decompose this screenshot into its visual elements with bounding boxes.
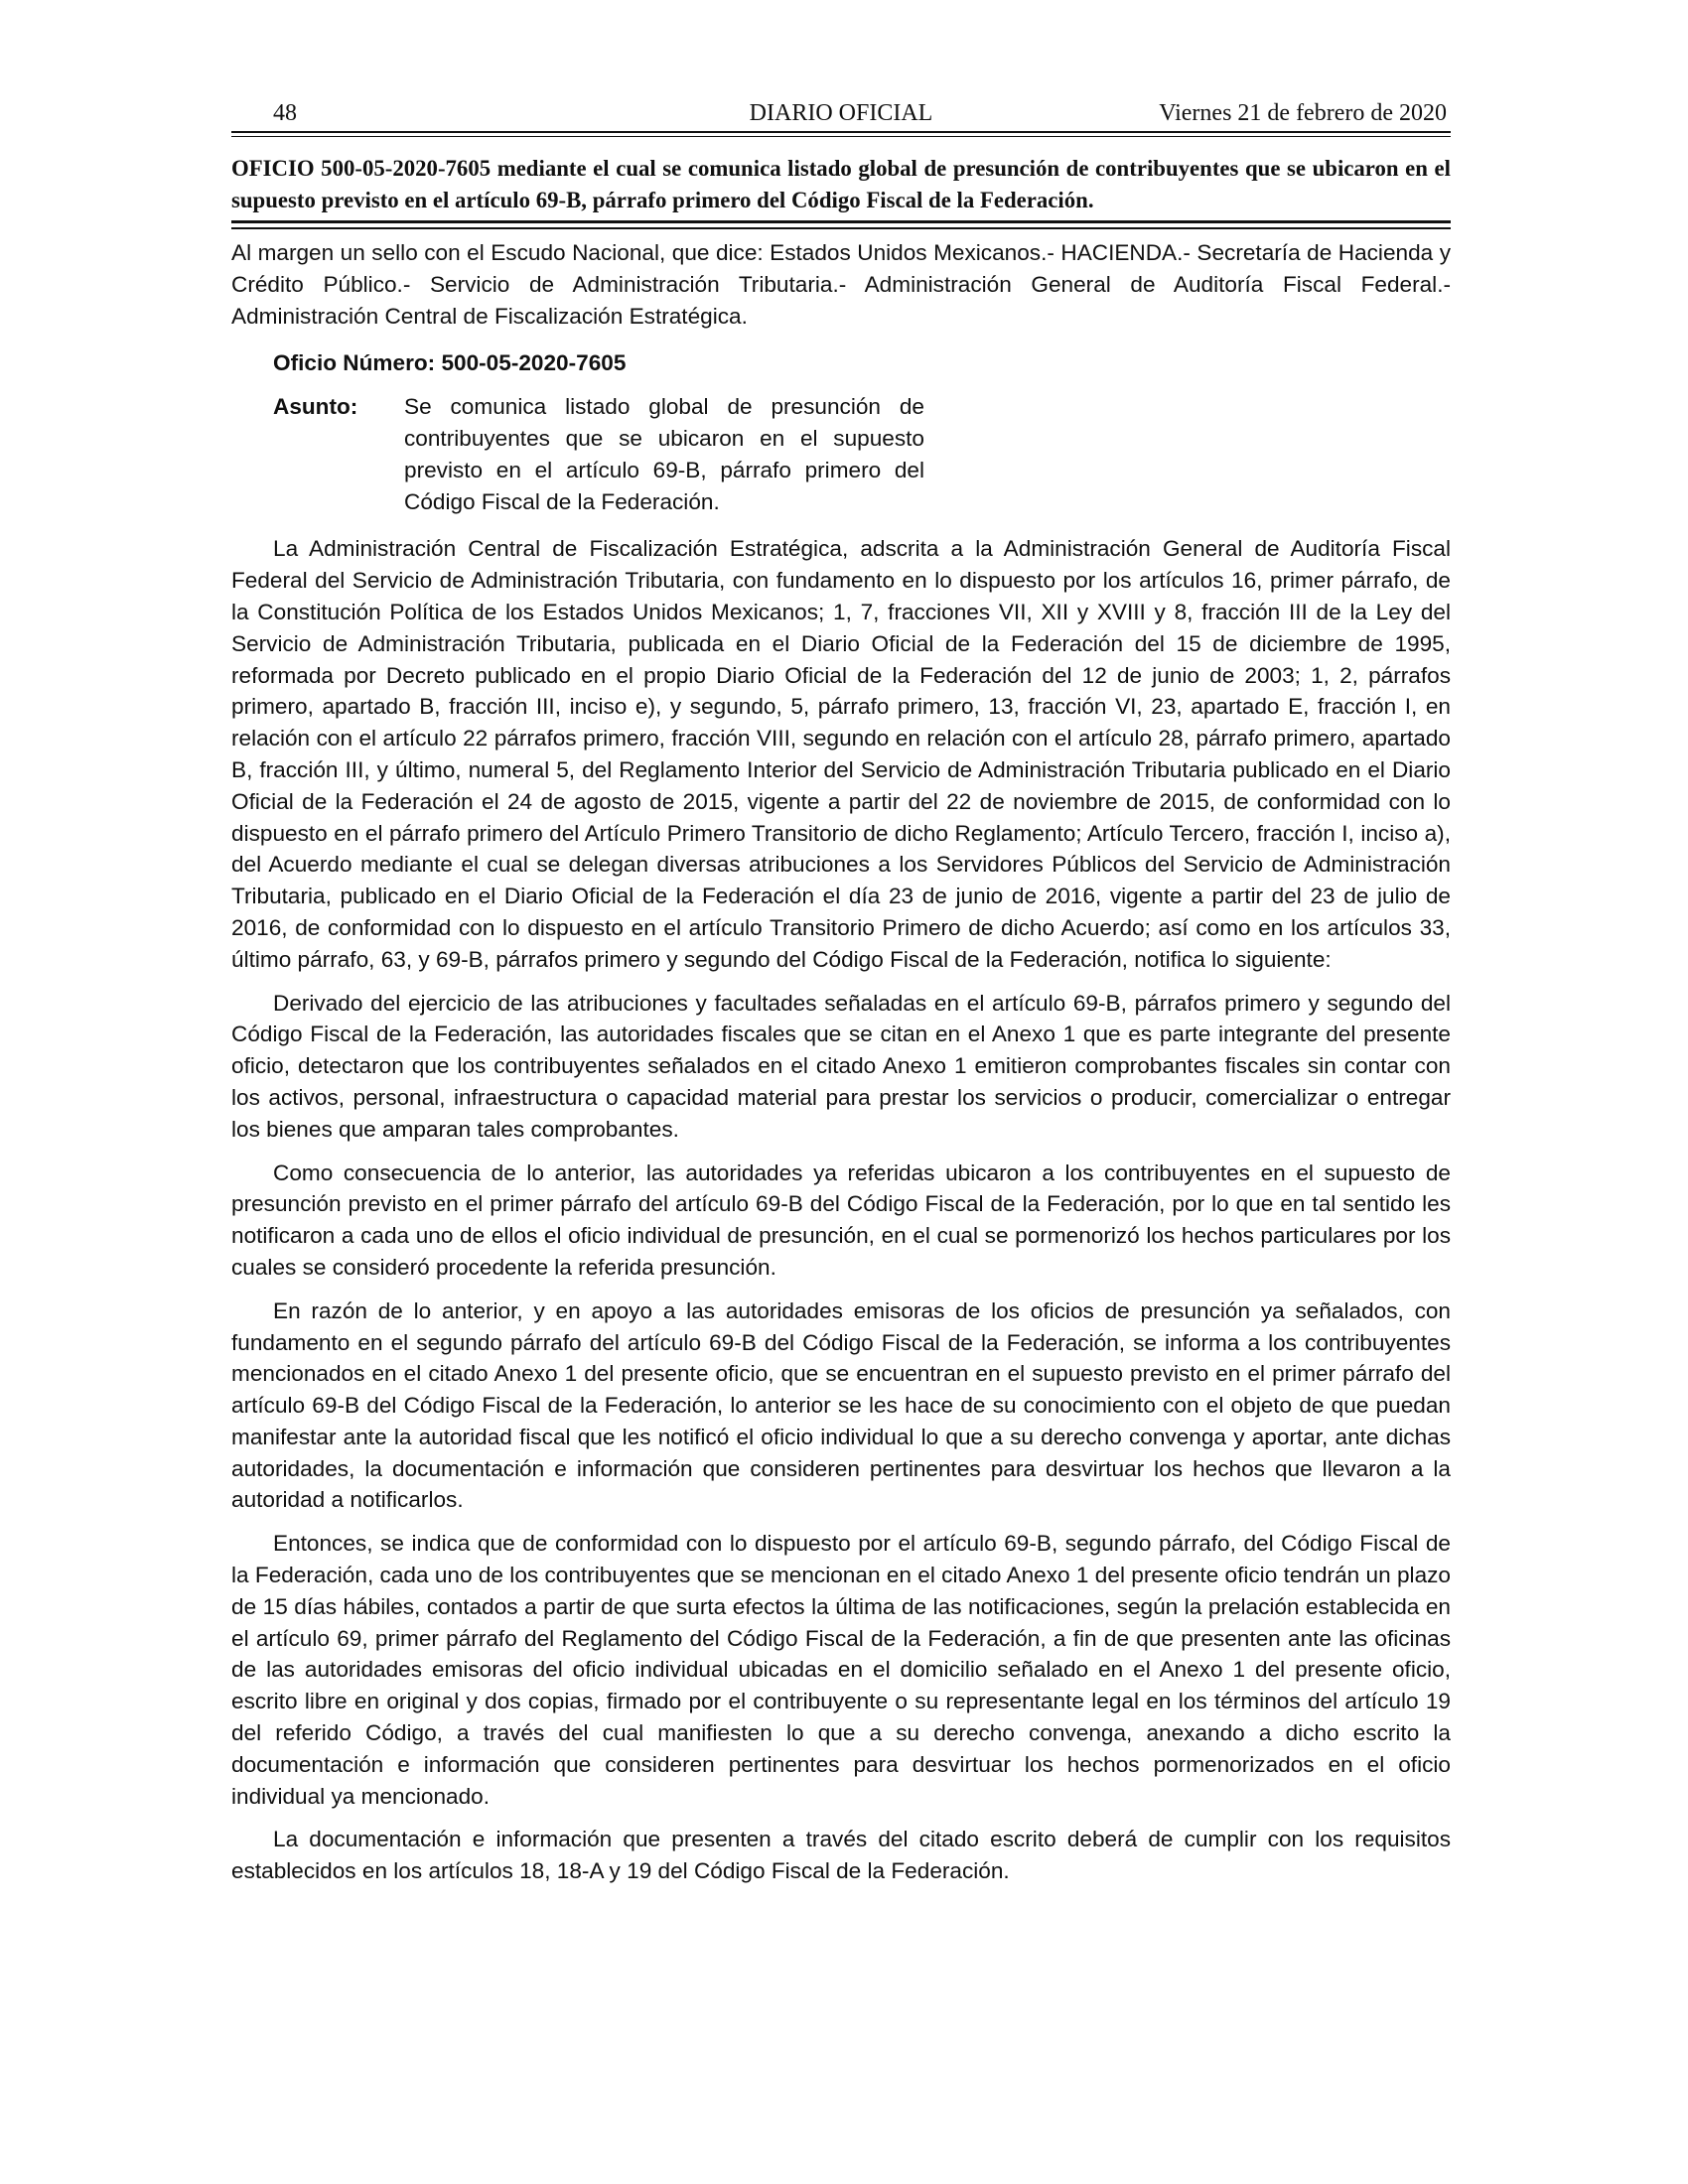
header-rule — [231, 131, 1451, 137]
paragraph-6: La documentación e información que presenten a través del citado escrito deberá de cumplir con los requisitos establecidos en los artículos 18, 18-A y 19 del Código Fiscal de la Federación. — [231, 1827, 1451, 1884]
journal-name: DIARIO OFICIAL — [749, 100, 933, 126]
document-page — [231, 95, 1451, 1887]
asunto-label: Asunto: — [273, 394, 358, 420]
issue-date: Viernes 21 de febrero de 2020 — [1159, 100, 1447, 126]
asunto-block — [273, 391, 1451, 517]
paragraph-4: En razón de lo anterior, y en apoyo a las autoridades emisoras de los oficios de presunción ya señalados, con fundamento en el segundo párrafo del artículo 69-B del Código Fiscal de la Federación, se informa a los contribuyentes mencionados en el citado Anexo 1 del presente oficio, que se encuentran en el supuesto previsto en el primer párrafo del artículo 69-B del Código Fiscal de la Federación, lo anterior se les hace de su conocimiento con el objeto de que puedan manifestar ante la autoridad fiscal que les notificó el oficio individual lo que a su derecho convenga y aportar, ante dichas autoridades, la documentación e información que consideren pertinentes para desvirtuar los hechos que llevaron a la autoridad a notificarlos. — [231, 1297, 1451, 1513]
paragraph-5: Entonces, se indica que de conformidad con lo dispuesto por el artículo 69-B, segundo párrafo, del Código Fiscal de la Federación, cada uno de los contribuyentes que se mencionan en el citado Anexo 1 del presente oficio tendrán un plazo de 15 días hábiles, contados a partir de que surta efectos la última de las notificaciones, según la prelación establecida en el artículo 69, primer párrafo del Reglamento del Código Fiscal de la Federación, a fin de que presenten ante las oficinas de las autoridades emisoras del oficio individual ubicadas en el domicilio señalado en el Anexo 1 del presente oficio, escrito libre en original y dos copias, firmado por el contribuyente o su representante legal en los términos del artículo 19 del referido Código, a través del cual manifiesten lo que a su derecho convenga, anexando a dicho escrito la documentación e información que consideren pertinentes para desvirtuar los hechos pormenorizados en el oficio individual ya mencionado. — [231, 1531, 1451, 1809]
seal-intro: Al margen un sello con el Escudo Nacional, que dice: Estados Unidos Mexicanos.- HACIENDA.- Secretaría de Hacienda y Crédito Público.- Servicio de Administración Tributaria.- Administración General de Auditoría Fiscal Federal.- Administración Central de Fiscalización Estratégica. — [231, 240, 1451, 329]
paragraph-1: La Administración Central de Fiscalización Estratégica, adscrita a la Administración General de Auditoría Fiscal Federal del Servicio de Administración Tributaria, con fundamento en lo dispuesto por los artículos 16, primer párrafo, de la Constitución Política de los Estados Unidos Mexicanos; 1, 7, fracciones VII, XII y XVIII y 8, fracción III de la Ley del Servicio de Administración Tributaria, publicada en el Diario Oficial de la Federación del 15 de diciembre de 1995, reformada por Decreto publicado en el propio Diario Oficial de la Federación del 12 de junio de 2003; 1, 2, párrafos primero, apartado B, fracción III, inciso e), y segundo, 5, párrafo primero, 13, fracción VI, 23, apartado E, fracción I, en relación con el artículo 22 párrafos primero, fracción VIII, segundo en relación con el artículo 28, párrafo primero, apartado B, fracción III, y último, numeral 5, del Reglamento Interior del Servicio de Administración Tributaria publicado en el Diario Oficial de la Federación el 24 de agosto de 2015, vigente a partir del 22 de noviembre de 2015, de conformidad con lo dispuesto en el párrafo primero del Artículo Primero Transitorio de dicho Reglamento; Artículo Tercero, fracción I, inciso a), del Acuerdo mediante el cual se delegan diversas atribuciones a los Servidores Públicos del Servicio de Administración Tributaria, publicado en el Diario Oficial de la Federación el día 23 de junio de 2016, vigente a partir del 23 de julio de 2016, de conformidad con lo dispuesto en el artículo Transitorio Primero de dicho Acuerdo; así como en los artículos 33, último párrafo, 63, y 69-B, párrafos primero y segundo del Código Fiscal de la Federación, notifica lo siguiente: — [231, 536, 1451, 972]
oficio-number: Oficio Número: 500-05-2020-7605 — [273, 350, 627, 376]
paragraph-3: Como consecuencia de lo anterior, las autoridades ya referidas ubicaron a los contribuyentes en el supuesto de presunción previsto en el primer párrafo del artículo 69-B del Código Fiscal de la Federación, por lo que en tal sentido les notificaron a cada uno de ellos el oficio individual de presunción, en el cual se pormenorizó los hechos particulares por los cuales se consideró procedente la referida presunción. — [231, 1160, 1451, 1280]
title-rule — [231, 220, 1451, 229]
paragraph-2: Derivado del ejercicio de las atribuciones y facultades señaladas en el artículo 69-B, párrafos primero y segundo del Código Fiscal de la Federación, las autoridades fiscales que se citan en el Anexo 1 que es parte integrante del presente oficio, detectaron que los contribuyentes señalados en el citado Anexo 1 emitieron comprobantes fiscales sin contar con los activos, personal, infraestructura o capacidad material para prestar los servicios o producir, comercializar o entregar los bienes que amparan tales comprobantes. — [231, 990, 1451, 1142]
page-number: 48 — [273, 100, 297, 126]
document-title: OFICIO 500-05-2020-7605 mediante el cual se comunica listado global de presunción de contribuyentes que se ubicaron en el supuesto previsto en el artículo 69-B, párrafo primero del Código Fiscal de la Federación. — [231, 156, 1451, 212]
asunto-text: Se comunica listado global de presunción de contribuyentes que se ubicaron en el supuesto previsto en el artículo 69-B, párrafo primero del Código Fiscal de la Federación. — [404, 394, 924, 514]
running-header — [231, 95, 1451, 131]
